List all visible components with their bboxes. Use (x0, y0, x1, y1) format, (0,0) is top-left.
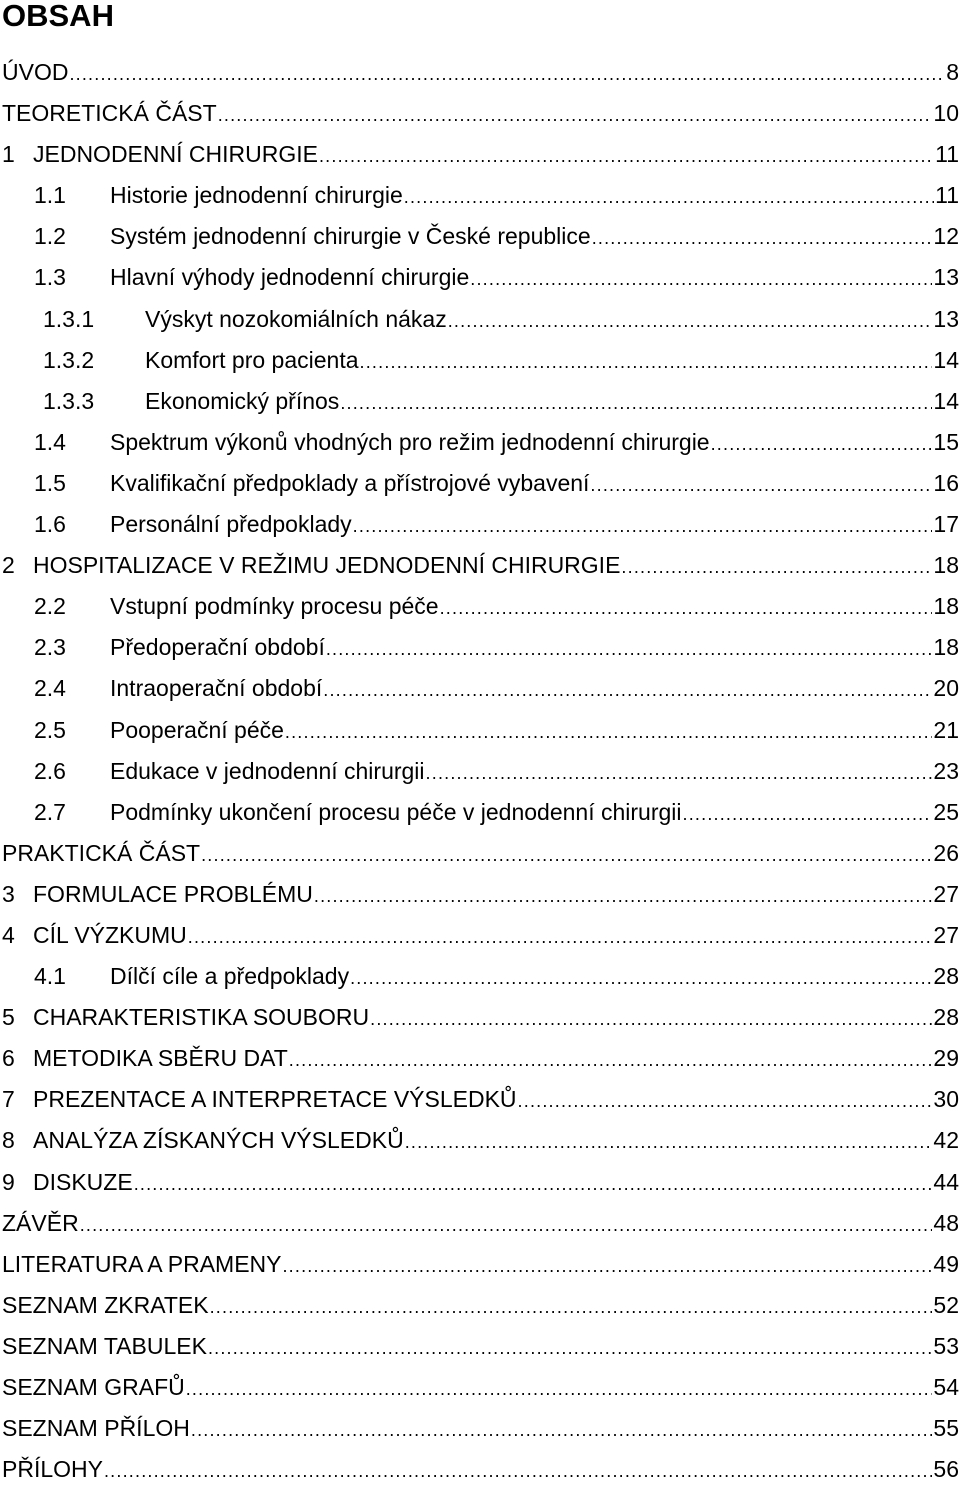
toc-entry[interactable] (0, 627, 960, 668)
toc-entry-label: Hlavní výhody jednodenní chirurgie (110, 264, 470, 291)
dot-leader (326, 629, 933, 670)
dot-leader (210, 1287, 933, 1328)
toc-entry[interactable] (0, 1162, 960, 1203)
toc-entry-page-number: 25 (933, 798, 959, 825)
dot-leader (470, 259, 932, 300)
dot-leader (319, 136, 934, 177)
toc-entry-label: HOSPITALIZACE V REŽIMU JEDNODENNÍ CHIRURGIE (33, 552, 621, 579)
toc-entry-number: 5 (2, 1004, 15, 1031)
dot-leader (440, 588, 933, 629)
toc-entry-page-number: 23 (933, 757, 959, 784)
toc-entry[interactable] (0, 340, 960, 381)
toc-entry-number: 1 (2, 141, 15, 168)
toc-entry-number: 2.6 (34, 757, 66, 784)
dot-leader (201, 835, 932, 876)
dot-leader (621, 547, 932, 588)
toc-entry-number: 8 (2, 1127, 15, 1154)
toc-entry-number: 1.4 (34, 428, 66, 455)
dot-leader (323, 670, 932, 711)
dot-leader (683, 794, 933, 835)
dot-leader (191, 1410, 933, 1451)
toc-entry-number: 1.3.3 (43, 387, 95, 414)
toc-entry[interactable] (0, 1449, 960, 1490)
dot-leader (590, 465, 932, 506)
toc-entry-page-number: 16 (933, 469, 959, 496)
toc-entry-page-number: 17 (933, 511, 959, 538)
toc-entry-page-number: 18 (933, 552, 959, 579)
toc-entry-label: SEZNAM PŘÍLOH (2, 1415, 190, 1442)
toc-entry-number: 1.5 (34, 469, 66, 496)
toc-entry-label: SEZNAM ZKRATEK (2, 1291, 209, 1318)
toc-entry-page-number: 48 (933, 1209, 959, 1236)
toc-entry[interactable] (0, 997, 960, 1038)
table-of-contents (0, 52, 960, 1490)
toc-entry[interactable] (0, 1079, 960, 1120)
toc-entry-page-number: 20 (933, 675, 959, 702)
toc-entry-label: Spektrum výkonů vhodných pro režim jednodenní chirurgie (110, 428, 710, 455)
dot-leader (405, 1122, 933, 1163)
toc-entry-label: ANALÝZA ZÍSKANÝCH VÝSLEDKŮ (33, 1127, 404, 1154)
toc-entry-label: Předoperační období (110, 634, 325, 661)
dot-leader (360, 342, 933, 383)
toc-entry-page-number: 28 (933, 1004, 959, 1031)
toc-entry-page-number: 27 (933, 880, 959, 907)
toc-entry-label: DISKUZE (33, 1168, 133, 1195)
toc-entry[interactable] (0, 257, 960, 298)
toc-entry[interactable] (0, 956, 960, 997)
dot-leader (353, 506, 933, 547)
toc-entry-label: FORMULACE PROBLÉMU (33, 880, 313, 907)
toc-entry-page-number: 54 (933, 1374, 959, 1400)
toc-entry-label: Podmínky ukončení procesu péče v jednodenní chirurgii (110, 798, 682, 825)
toc-entry-label: Ekonomický přínos (145, 387, 340, 414)
dot-leader (350, 958, 932, 999)
toc-entry[interactable] (0, 1367, 960, 1408)
toc-entry-label: CHARAKTERISTIKA SOUBORU (33, 1004, 370, 1031)
toc-entry[interactable] (0, 586, 960, 627)
toc-entry-number: 2.3 (34, 634, 66, 661)
toc-entry[interactable] (0, 1038, 960, 1079)
toc-entry-page-number: 14 (933, 346, 959, 373)
toc-entry-label: PREZENTACE A INTERPRETACE VÝSLEDKŮ (33, 1086, 517, 1113)
dot-leader (134, 1164, 933, 1205)
dot-leader (208, 1328, 932, 1369)
toc-entry-number: 2.4 (34, 675, 66, 702)
toc-entry[interactable] (0, 874, 960, 915)
toc-entry-page-number: 12 (933, 223, 959, 250)
dot-leader (404, 177, 934, 218)
toc-entry-label: Kvalifikační předpoklady a přístrojové vybavení (110, 469, 590, 496)
toc-entry-number: 4 (2, 921, 15, 948)
dot-leader (69, 54, 945, 95)
dot-leader (104, 1451, 932, 1492)
toc-entry-number: 1.6 (34, 511, 66, 538)
toc-entry-number: 1.2 (34, 223, 66, 250)
toc-entry[interactable] (0, 299, 960, 340)
toc-entry[interactable] (0, 833, 960, 874)
toc-entry-page-number: 42 (933, 1127, 959, 1154)
toc-entry-page-number: 52 (933, 1291, 959, 1318)
toc-entry[interactable] (0, 1285, 960, 1326)
dot-leader (314, 876, 933, 917)
toc-entry-number: 2.5 (34, 716, 66, 743)
dot-leader (592, 218, 933, 259)
toc-entry-number: 2.7 (34, 798, 66, 825)
toc-entry[interactable] (0, 93, 960, 134)
toc-entry[interactable] (0, 463, 960, 504)
toc-entry-label: PRAKTICKÁ ČÁST (2, 839, 201, 866)
toc-entry-label: Systém jednodenní chirurgie v České republice (110, 223, 591, 250)
toc-entry[interactable] (0, 381, 960, 422)
toc-entry-page-number: 26 (933, 839, 959, 866)
toc-entry[interactable] (0, 504, 960, 545)
toc-entry-number: 2 (2, 552, 15, 579)
dot-leader (448, 301, 933, 342)
toc-entry-label: Vstupní podmínky procesu péče (110, 593, 439, 620)
toc-entry[interactable] (0, 134, 960, 175)
toc-entry-label: TEORETICKÁ ČÁST (2, 100, 217, 127)
toc-entry-label: Pooperační péče (110, 716, 284, 743)
dot-leader (285, 712, 933, 753)
toc-entry-label: Personální předpoklady (110, 511, 352, 538)
toc-entry-page-number: 29 (933, 1045, 959, 1072)
toc-entry-number: 1.1 (34, 182, 66, 209)
toc-entry-page-number: 13 (933, 264, 959, 291)
toc-entry-page-number: 10 (933, 100, 959, 127)
dot-leader (186, 1369, 933, 1410)
toc-entry[interactable] (0, 1203, 960, 1244)
toc-entry-page-number: 15 (933, 428, 959, 455)
toc-entry-page-number: 21 (933, 716, 959, 743)
dot-leader (340, 383, 932, 424)
toc-entry-page-number: 18 (933, 634, 959, 661)
toc-entry[interactable] (0, 216, 960, 257)
toc-entry-page-number: 49 (933, 1250, 959, 1277)
toc-entry[interactable] (0, 915, 960, 956)
toc-entry[interactable] (0, 52, 960, 93)
toc-entry-page-number: 53 (933, 1332, 959, 1359)
toc-entry[interactable] (0, 1244, 960, 1285)
toc-entry-label: Intraoperační období (110, 675, 323, 702)
toc-entry-page-number: 30 (933, 1086, 959, 1113)
toc-entry-page-number: 27 (933, 921, 959, 948)
dot-leader (80, 1205, 933, 1246)
dot-leader (426, 753, 933, 794)
toc-entry-number: 4.1 (34, 963, 66, 990)
toc-entry-number: 1.3 (34, 264, 66, 291)
toc-entry[interactable] (0, 1120, 960, 1161)
toc-entry-label: JEDNODENNÍ CHIRURGIE (33, 141, 318, 168)
toc-entry[interactable] (0, 1408, 960, 1449)
toc-entry-page-number: 13 (933, 305, 959, 332)
dot-leader (518, 1081, 933, 1122)
toc-entry-number: 9 (2, 1168, 15, 1195)
toc-entry-label: PŘÍLOHY (2, 1456, 103, 1483)
toc-entry-page-number: 11 (935, 182, 959, 209)
toc-entry[interactable] (0, 422, 960, 463)
toc-entry-label: Historie jednodenní chirurgie (110, 182, 403, 209)
dot-leader (370, 999, 932, 1040)
toc-entry-number: 3 (2, 880, 15, 907)
toc-entry-label: Výskyt nozokomiálních nákaz (145, 305, 447, 332)
toc-entry-page-number: 56 (933, 1456, 959, 1483)
toc-entry-label: CÍL VÝZKUMU (33, 921, 187, 948)
toc-entry-label: SEZNAM TABULEK (2, 1332, 207, 1359)
dot-leader (711, 424, 933, 465)
toc-entry[interactable] (0, 710, 960, 751)
toc-entry-page-number: 18 (933, 593, 959, 620)
page-title: OBSAH (2, 0, 114, 33)
toc-entry-label: LITERATURA A PRAMENY (2, 1250, 282, 1277)
toc-entry[interactable] (0, 175, 960, 216)
toc-entry[interactable] (0, 1326, 960, 1367)
dot-leader (282, 1246, 932, 1287)
toc-entry-label: Komfort pro pacienta (145, 346, 359, 373)
toc-entry-number: 7 (2, 1086, 15, 1113)
toc-entry-label: ZÁVĚR (2, 1209, 79, 1236)
toc-entry-page-number: 44 (933, 1168, 959, 1195)
toc-entry-page-number: 28 (933, 963, 959, 990)
toc-entry-label: Dílčí cíle a předpoklady (110, 963, 350, 990)
toc-entry[interactable] (0, 668, 960, 709)
toc-entry-number: 2.2 (34, 593, 66, 620)
dot-leader (188, 917, 933, 958)
toc-entry-page-number: 8 (946, 59, 959, 85)
toc-entry-page-number: 11 (935, 141, 959, 168)
toc-entry-label: Edukace v jednodenní chirurgii (110, 757, 425, 784)
toc-entry[interactable] (0, 792, 960, 833)
toc-entry-page-number: 14 (933, 387, 959, 414)
toc-entry-number: 1.3.1 (43, 305, 95, 332)
dot-leader (289, 1040, 933, 1081)
toc-entry-number: 6 (2, 1045, 15, 1072)
dot-leader (218, 95, 933, 136)
toc-entry[interactable] (0, 545, 960, 586)
toc-entry-page-number: 55 (933, 1415, 959, 1442)
toc-entry[interactable] (0, 751, 960, 792)
toc-entry-number: 1.3.2 (43, 346, 95, 373)
toc-entry-label: ÚVOD (2, 59, 69, 85)
toc-entry-label: SEZNAM GRAFŮ (2, 1374, 185, 1400)
toc-entry-label: METODIKA SBĚRU DAT (33, 1045, 288, 1072)
